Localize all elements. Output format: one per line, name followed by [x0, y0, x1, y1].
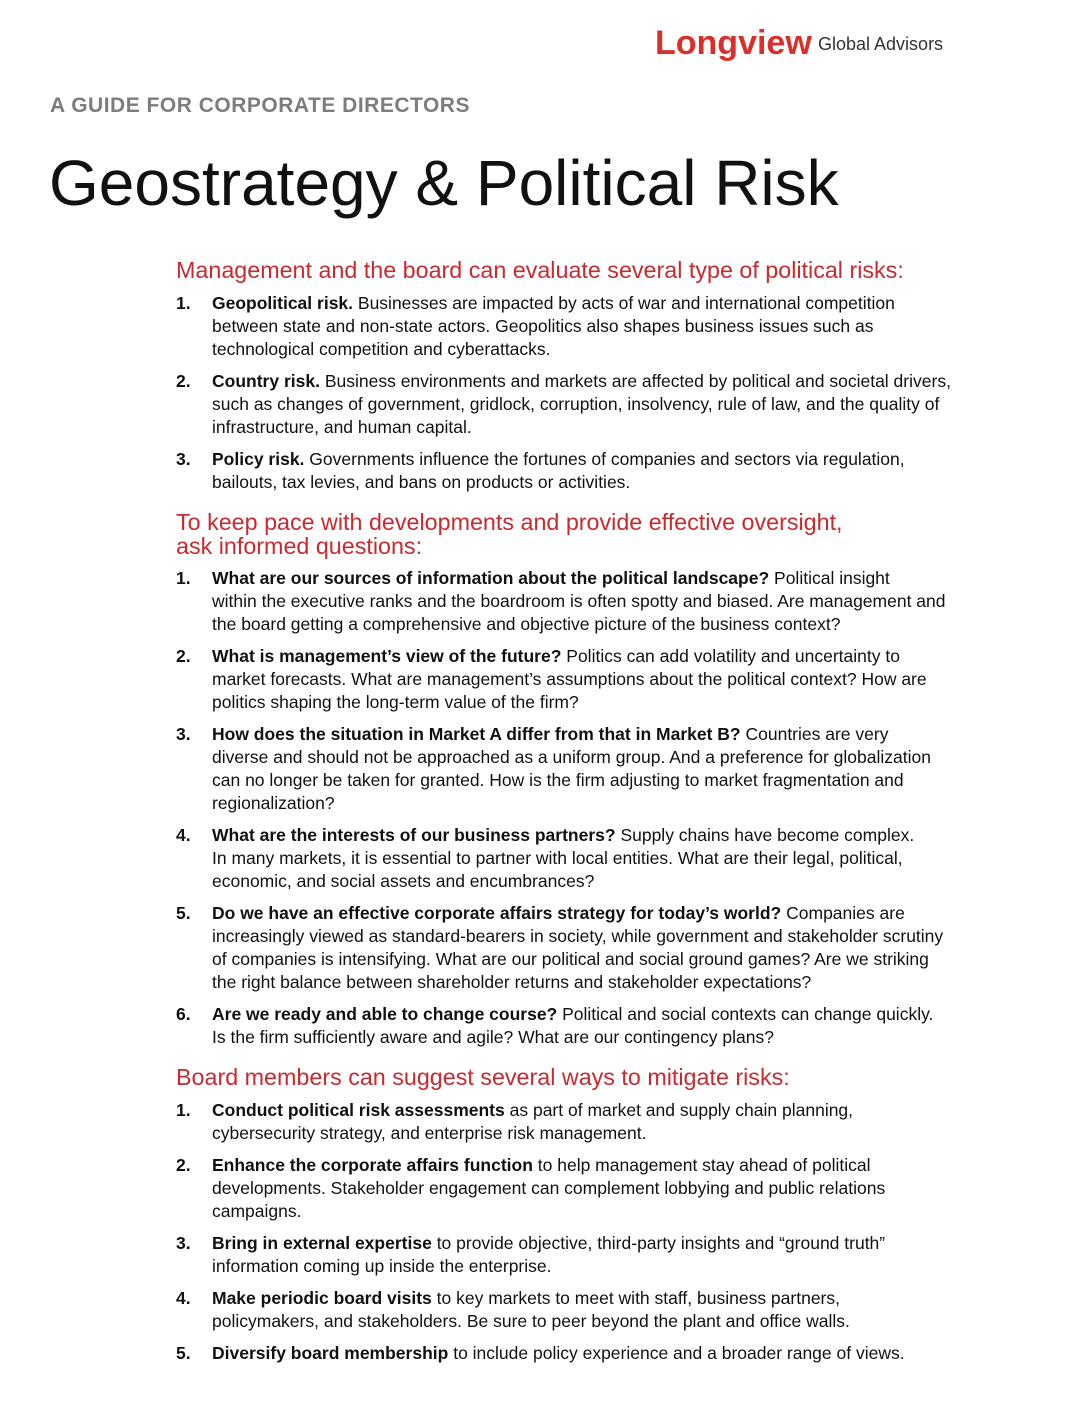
item-text: Companies are increasingly viewed as standard-bearers in society, while government and stakeholder scrutiny of companies is intensifying. What are our political and social ground games? Are we striking the right balance between shareholder returns and stakeholder expectations?	[212, 903, 944, 992]
item-lead: How does the situation in Market A differ from that in Market B?	[212, 724, 741, 744]
item-number: 2.	[176, 1154, 191, 1175]
item-body	[212, 1003, 996, 1049]
item-body	[212, 1154, 996, 1223]
item-body	[212, 645, 996, 714]
item-text: Politics can add volatility and uncertainty to market forecasts. What are management’s assumptions about the political context? How are politics shaping the long-term value of the firm?	[212, 646, 927, 712]
item-text: to include policy experience and a broader range of views.	[453, 1342, 905, 1363]
list-item	[176, 645, 996, 714]
item-number: 5.	[176, 1342, 191, 1363]
questions-list	[176, 567, 996, 1049]
section-heading: Board members can suggest several ways to mitigate risks:	[176, 1064, 790, 1090]
list-item	[176, 1287, 996, 1333]
item-text: Businesses are impacted by acts of war and international competition between state and non-state actors. Geopolitics also shapes business issues such as technological competition and cyberattacks.	[212, 292, 895, 359]
item-text: Governments influence the fortunes of companies and sectors via regulation, bailouts, tax levies, and bans on products or activities.	[212, 448, 905, 492]
item-body	[212, 902, 996, 994]
list-item	[176, 448, 996, 494]
item-text: to help management stay ahead of political developments. Stakeholder engagement can complement lobbying and public relations campaigns.	[212, 1154, 886, 1221]
section-risk-mitigation	[176, 1065, 996, 1365]
item-number: 4.	[176, 825, 191, 845]
list-item	[176, 723, 996, 815]
item-lead: What is management’s view of the future?	[212, 646, 562, 666]
item-body	[212, 448, 996, 494]
item-number: 1.	[176, 1099, 191, 1120]
list-item	[176, 824, 996, 893]
list-item	[176, 370, 996, 439]
section-heading: To keep pace with developments and provide effective oversight, ask informed questions:	[176, 508, 843, 559]
item-body	[212, 1287, 996, 1333]
list-item	[176, 1099, 996, 1145]
item-text: Supply chains have become complex. In many markets, it is essential to partner with local entities. What are their legal, political, economic, and social assets and encumbrances?	[212, 825, 915, 891]
list-item	[176, 567, 996, 636]
item-text: Political insight within the executive ranks and the boardroom is often spotty and biased. Are management and the board getting a comprehensive and objective picture of the business context?	[212, 568, 946, 634]
mitigation-list	[176, 1099, 996, 1365]
item-number: 1.	[176, 568, 191, 588]
list-item	[176, 292, 996, 361]
item-number: 1.	[176, 292, 191, 313]
item-lead: What are our sources of information about the political landscape?	[212, 568, 770, 588]
item-text: Countries are very diverse and should not be approached as a uniform group. And a preference for globalization can no longer be taken for granted. How is the firm adjusting to market fragmentation and regionalization?	[212, 724, 931, 813]
document-content	[176, 258, 996, 1365]
brand-name: Longview	[655, 24, 812, 62]
item-number: 2.	[176, 646, 191, 666]
item-lead: Policy risk.	[212, 448, 305, 469]
item-number: 3.	[176, 724, 191, 744]
item-body	[212, 567, 996, 636]
item-text: as part of market and supply chain planning, cybersecurity strategy, and enterprise risk management.	[212, 1099, 854, 1143]
document-kicker: A GUIDE FOR CORPORATE DIRECTORS	[50, 94, 470, 117]
item-number: 6.	[176, 1004, 191, 1024]
item-text: to provide objective, third-party insights and “ground truth” information coming up inside the enterprise.	[212, 1232, 886, 1276]
item-number: 2.	[176, 370, 191, 391]
item-lead: Enhance the corporate affairs function	[212, 1154, 533, 1175]
item-lead: Conduct political risk assessments	[212, 1099, 505, 1120]
list-item	[176, 902, 996, 994]
section-informed-questions	[176, 510, 996, 1050]
item-lead: What are the interests of our business partners?	[212, 825, 616, 845]
item-lead: Do we have an effective corporate affairs strategy for today’s world?	[212, 903, 782, 923]
item-text: Business environments and markets are affected by political and societal drivers, such as changes of government, gridlock, corruption, insolvency, rule of law, and the quality of infrastructure, and human capital.	[212, 370, 951, 437]
list-item	[176, 1154, 996, 1223]
section-heading: Management and the board can evaluate several type of political risks:	[176, 257, 904, 283]
section-political-risk-types	[176, 258, 996, 494]
item-lead: Bring in external expertise	[212, 1232, 432, 1253]
item-body	[212, 1099, 996, 1145]
item-text: Political and social contexts can change quickly. Is the firm sufficiently aware and agile? What are our contingency plans?	[212, 1004, 934, 1047]
list-item	[176, 1232, 996, 1278]
item-body	[212, 824, 996, 893]
brand-tagline: Global Advisors	[818, 34, 944, 54]
item-lead: Country risk.	[212, 370, 320, 391]
risk-types-list	[176, 292, 996, 494]
item-text: to key markets to meet with staff, business partners, policymakers, and stakeholders. Be sure to peer beyond the plant and office walls.	[212, 1287, 850, 1331]
item-lead: Are we ready and able to change course?	[212, 1004, 558, 1024]
item-lead: Diversify board membership	[212, 1342, 449, 1363]
document-title: Geostrategy & Political Risk	[49, 147, 839, 219]
item-number: 3.	[176, 448, 191, 469]
item-number: 5.	[176, 903, 191, 923]
item-body	[212, 1232, 996, 1278]
item-lead: Make periodic board visits	[212, 1287, 432, 1308]
list-item	[176, 1342, 996, 1365]
item-number: 3.	[176, 1232, 191, 1253]
item-body	[212, 723, 996, 815]
item-lead: Geopolitical risk.	[212, 292, 354, 313]
list-item	[176, 1003, 996, 1049]
item-number: 4.	[176, 1287, 191, 1308]
item-body	[212, 370, 996, 439]
item-body	[212, 1342, 996, 1365]
item-body	[212, 292, 996, 361]
